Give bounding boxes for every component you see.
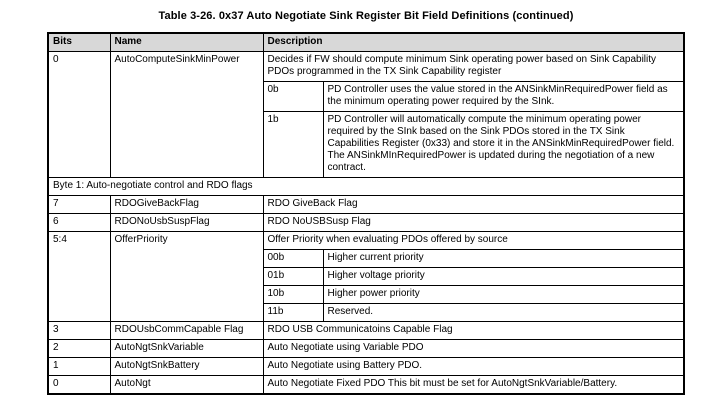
name-cell: RDONoUsbSuspFlag xyxy=(110,214,263,232)
option-text-cell: Higher current priority xyxy=(323,250,684,268)
table-row xyxy=(48,52,684,82)
table-title: Table 3-26. 0x37 Auto Negotiate Sink Register Bit Field Definitions (continued) xyxy=(158,10,574,22)
bits-cell: 0 xyxy=(48,376,110,395)
name-cell: RDOGiveBackFlag xyxy=(110,196,263,214)
register-bit-field-table xyxy=(47,32,685,395)
name-cell: OfferPriority xyxy=(110,232,263,322)
table-row xyxy=(48,232,684,250)
document-page xyxy=(47,0,685,395)
option-text-cell: PD Controller uses the value stored in the ANSinkMinRequiredPower field as the minimum operating power required by the SInk. xyxy=(323,82,684,112)
header-description: Description xyxy=(263,33,684,52)
table-row xyxy=(48,214,684,232)
option-value-cell: 10b xyxy=(263,286,323,304)
table-row xyxy=(48,196,684,214)
option-value-cell: 01b xyxy=(263,268,323,286)
description-cell: Auto Negotiate using Variable PDO xyxy=(263,340,684,358)
option-text-cell: Higher power priority xyxy=(323,286,684,304)
bits-cell: 2 xyxy=(48,340,110,358)
header-bits: Bits xyxy=(48,33,110,52)
description-cell: RDO USB Communicatoins Capable Flag xyxy=(263,322,684,340)
name-cell: RDOUsbCommCapable Flag xyxy=(110,322,263,340)
option-value-cell: 1b xyxy=(263,112,323,178)
option-value-cell: 11b xyxy=(263,304,323,322)
name-cell: AutoComputeSinkMinPower xyxy=(110,52,263,178)
option-value-cell: 0b xyxy=(263,82,323,112)
name-cell: AutoNgtSnkVariable xyxy=(110,340,263,358)
option-text-cell: Higher voltage priority xyxy=(323,268,684,286)
table-header-row xyxy=(48,33,684,52)
description-cell: Decides if FW should compute minimum Sink operating power based on Sink Capability PDOs programmed in the TX Sink Capability register xyxy=(263,52,684,82)
name-cell: AutoNgt xyxy=(110,376,263,395)
name-cell: AutoNgtSnkBattery xyxy=(110,358,263,376)
description-cell: Offer Priority when evaluating PDOs offered by source xyxy=(263,232,684,250)
table-row xyxy=(48,322,684,340)
description-cell: RDO GiveBack Flag xyxy=(263,196,684,214)
table-row xyxy=(48,376,684,395)
description-cell: Auto Negotiate using Battery PDO. xyxy=(263,358,684,376)
bits-cell: 6 xyxy=(48,214,110,232)
table-row xyxy=(48,340,684,358)
section-row xyxy=(48,178,684,196)
header-name: Name xyxy=(110,33,263,52)
bits-cell: 5:4 xyxy=(48,232,110,322)
bits-cell: 7 xyxy=(48,196,110,214)
description-cell: Auto Negotiate Fixed PDO This bit must be set for AutoNgtSnkVariable/Battery. xyxy=(263,376,684,395)
table-row xyxy=(48,358,684,376)
bits-cell: 0 xyxy=(48,52,110,178)
bits-cell: 3 xyxy=(48,322,110,340)
option-text-cell: PD Controller will automatically compute the minimum operating power required by the SInk based on the Sink PDOs stored in the TX Sink Capabilities Register (0x33) and store it in the ANSinkMinRequiredPower field. The ANSinkMInRequiredPower is updated during the negotiation of a new contract. xyxy=(323,112,684,178)
description-cell: RDO NoUSBSusp Flag xyxy=(263,214,684,232)
bits-cell: 1 xyxy=(48,358,110,376)
option-value-cell: 00b xyxy=(263,250,323,268)
section-label: Byte 1: Auto-negotiate control and RDO flags xyxy=(48,178,684,196)
option-text-cell: Reserved. xyxy=(323,304,684,322)
